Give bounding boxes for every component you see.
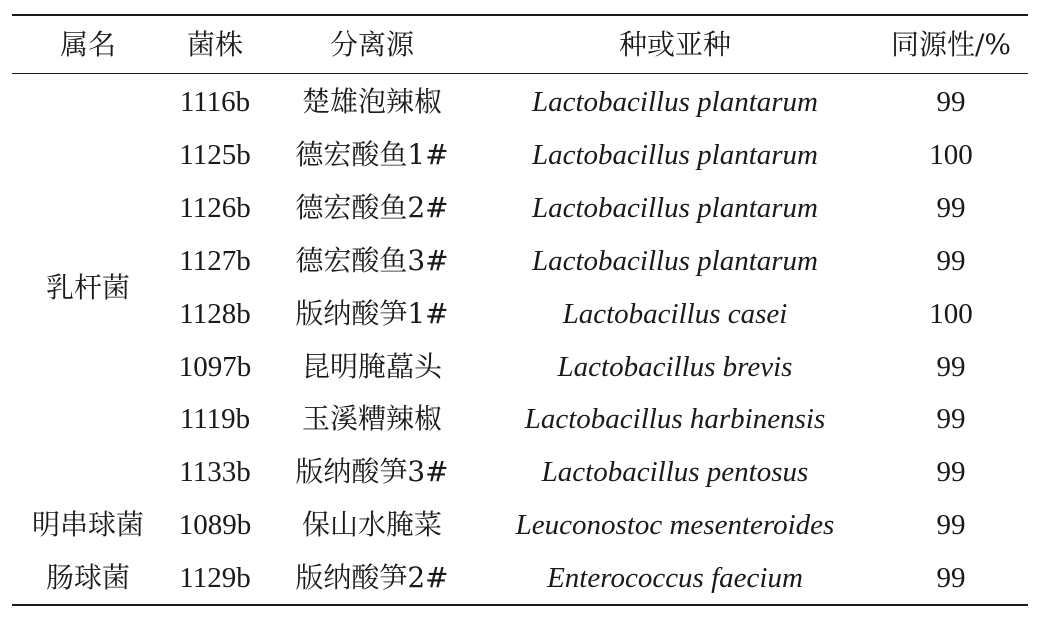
cell-source: 玉溪糟辣椒 xyxy=(301,402,442,435)
header-identity: 同源性/% xyxy=(890,28,1012,61)
cell-source: 版纳酸笋2# xyxy=(295,561,449,594)
cell-source: 保山水腌菜 xyxy=(301,508,442,541)
cell-strain: 1089b xyxy=(178,509,252,541)
cell-identity: 100 xyxy=(929,139,973,171)
cell-species: Lactobacillus brevis xyxy=(557,351,793,383)
cell-species: Lactobacillus harbinensis xyxy=(524,403,826,435)
table-top-rule xyxy=(12,14,1028,16)
genus-leuconostoc: 明串球菌 xyxy=(31,508,144,541)
cell-identity: 99 xyxy=(936,245,966,277)
table-bottom-rule xyxy=(12,604,1028,606)
header-genus: 属名 xyxy=(59,28,116,61)
cell-identity: 99 xyxy=(936,562,966,594)
cell-identity: 99 xyxy=(936,351,966,383)
cell-identity: 99 xyxy=(936,456,966,488)
cell-identity: 99 xyxy=(936,192,966,224)
cell-source: 楚雄泡辣椒 xyxy=(301,85,442,118)
cell-source: 德宏酸鱼3# xyxy=(295,244,449,277)
cell-strain: 1125b xyxy=(179,139,251,171)
cell-species: Lactobacillus plantarum xyxy=(532,86,818,118)
cell-strain: 1127b xyxy=(179,245,251,277)
cell-source: 昆明腌藠头 xyxy=(301,350,442,383)
cell-source: 德宏酸鱼2# xyxy=(295,191,449,224)
cell-strain: 1129b xyxy=(179,562,251,594)
cell-species: Lactobacillus plantarum xyxy=(532,139,818,171)
cell-species: Enterococcus faecium xyxy=(547,562,803,594)
table-header-rule xyxy=(12,73,1028,74)
header-species: 种或亚种 xyxy=(618,28,731,61)
cell-strain: 1126b xyxy=(179,192,251,224)
header-source: 分离源 xyxy=(329,28,414,61)
cell-strain: 1097b xyxy=(178,351,252,383)
cell-strain: 1128b xyxy=(179,298,251,330)
cell-identity: 100 xyxy=(929,298,973,330)
cell-species: Lactobacillus casei xyxy=(562,298,788,330)
cell-strain: 1133b xyxy=(179,456,251,488)
cell-identity: 99 xyxy=(936,509,966,541)
header-strain: 菌株 xyxy=(186,28,243,61)
cell-species: Lactobacillus pentosus xyxy=(541,456,809,488)
cell-strain: 1119b xyxy=(179,403,251,435)
cell-identity: 99 xyxy=(936,86,966,118)
genus-enterococcus: 肠球菌 xyxy=(45,561,130,594)
genus-lactobacillus: 乳杆菌 xyxy=(45,271,130,304)
cell-source: 德宏酸鱼1# xyxy=(295,138,449,171)
cell-species: Lactobacillus plantarum xyxy=(532,245,818,277)
cell-source: 版纳酸笋1# xyxy=(295,297,449,330)
cell-species: Leuconostoc mesenteroides xyxy=(515,509,835,541)
cell-species: Lactobacillus plantarum xyxy=(532,192,818,224)
cell-strain: 1116b xyxy=(179,86,251,118)
cell-source: 版纳酸笋3# xyxy=(295,455,449,488)
cell-identity: 99 xyxy=(936,403,966,435)
